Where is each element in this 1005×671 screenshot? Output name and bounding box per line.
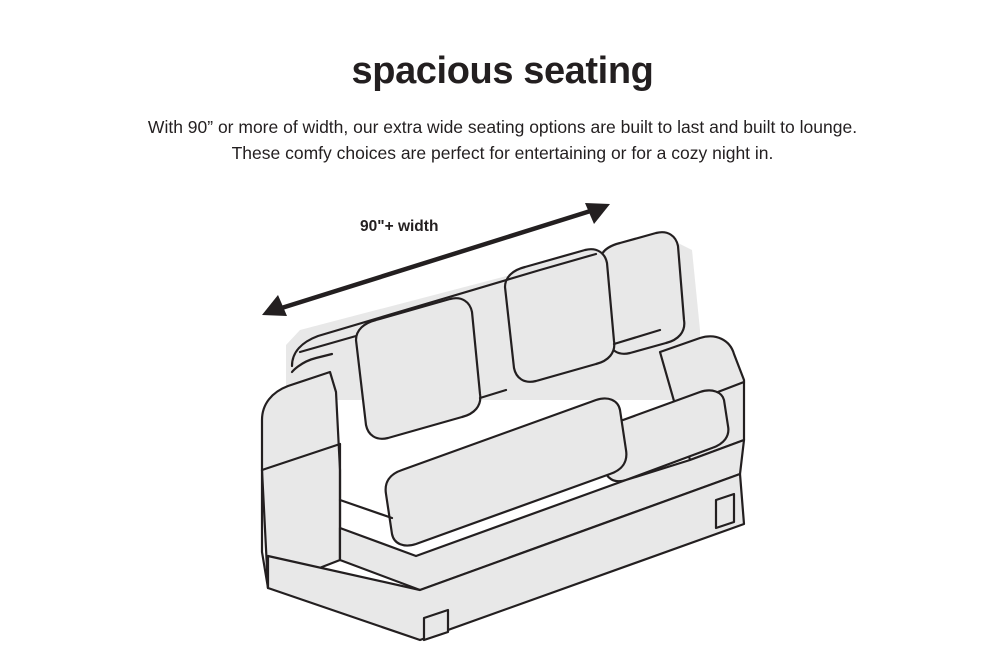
seat-deck-line: [340, 500, 392, 518]
subcopy-line-2: These comfy choices are perfect for entertaining or for a cozy night in.: [231, 143, 774, 163]
page-title: spacious seating: [351, 50, 654, 92]
subcopy-line-1: With 90” or more of width, our extra wide seating options are built to last and built to lounge.: [147, 117, 858, 137]
back-cushion-middle: [505, 249, 614, 382]
dimension-label: 90"+ width: [360, 218, 439, 235]
sofa-arm-left: [262, 372, 340, 588]
sofa-foot-right: [716, 494, 734, 528]
